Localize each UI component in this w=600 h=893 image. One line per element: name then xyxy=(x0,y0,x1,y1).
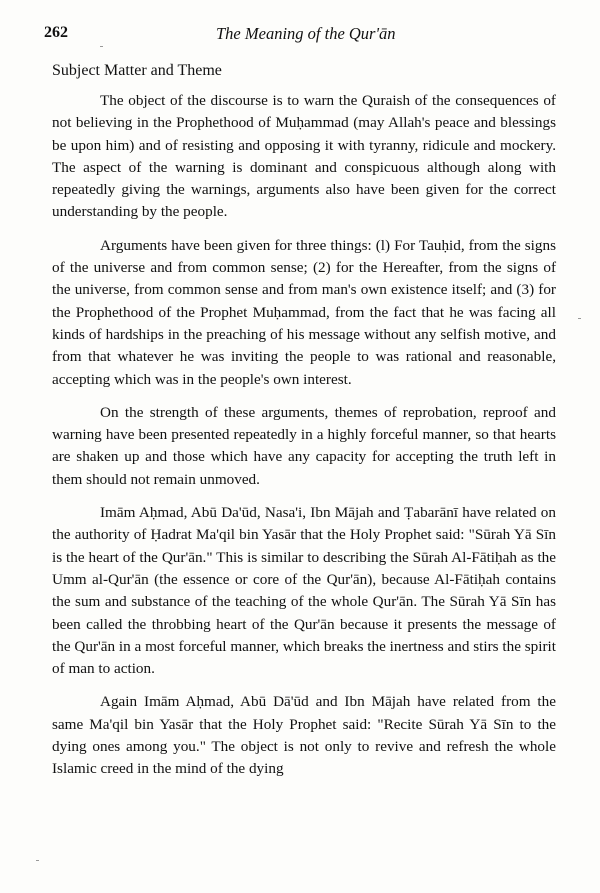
paragraph-2: Arguments have been given for three things: (l) For Tauḥid, from the signs of the universe and from common sense; (2) for the Hereafter, from the signs of the universe, from common sense and from man's own existence itself; and (3) for the Prophethood of the Prophet Muḥammad, from the fact that he was facing all kinds of hardships in the preaching of his message without any selfish motive, and from that whatever he was inviting the people to was rational and reasonable, accepting which was in the people's own interest. xyxy=(52,236,556,388)
paragraph-1: The object of the discourse is to warn the Quraish of the consequences of not believing in the Prophethood of Muḥammad (may Allah's peace and blessings be upon him) and of resisting and opposing it with tyranny, ridicule and mockery. The aspect of the warning is dominant and conspicuous although along with repeatedly giving the warnings, arguments also have been given for the correct understanding by the people. xyxy=(52,92,556,221)
scan-speck xyxy=(578,318,581,319)
page-number: 262 xyxy=(44,24,68,41)
body-text xyxy=(52,90,556,781)
scan-speck xyxy=(36,860,39,861)
paragraph-5: Again Imām Aḥmad, Abū Dā'ūd and Ibn Mājah have related from the same Ma'qil bin Yasār that the Holy Prophet said: "Recite Sūrah Yā Sīn to the dying ones among you." The object is not only to revive and refresh the whole Islamic creed in the mind of the dying xyxy=(52,693,556,778)
page-header xyxy=(44,24,560,48)
scan-speck xyxy=(100,46,103,47)
running-title: The Meaning of the Qur'ān xyxy=(216,24,396,43)
paragraph-3: On the strength of these arguments, themes of reprobation, reproof and warning have been presented repeatedly in a highly forceful manner, so that hearts are shaken up and those which have any capacity for accepting the truth left in them should not remain unmoved. xyxy=(52,403,556,488)
paragraph-4: Imām Aḥmad, Abū Da'ūd, Nasa'i, Ibn Mājah and Ṭabarānī have related on the authority of Ḥadrat Ma'qil bin Yasār that the Holy Prophet said: "Sūrah Yā Sīn is the heart of the Qur'ān." This is similar to describing the Sūrah Al-Fātiḥah as the Umm al-Qur'ān (the essence or core of the Qur'ān), because Al-Fātiḥah contains the sum and substance of the teaching of the whole Qur'ān. The Sūrah Yā Sīn has been called the throbbing heart of the Qur'ān because it presents the message of the Qur'ān in a most forceful manner, which breaks the inertness and stirs the spirit of man to action. xyxy=(52,504,556,678)
section-heading: Subject Matter and Theme xyxy=(52,62,222,79)
